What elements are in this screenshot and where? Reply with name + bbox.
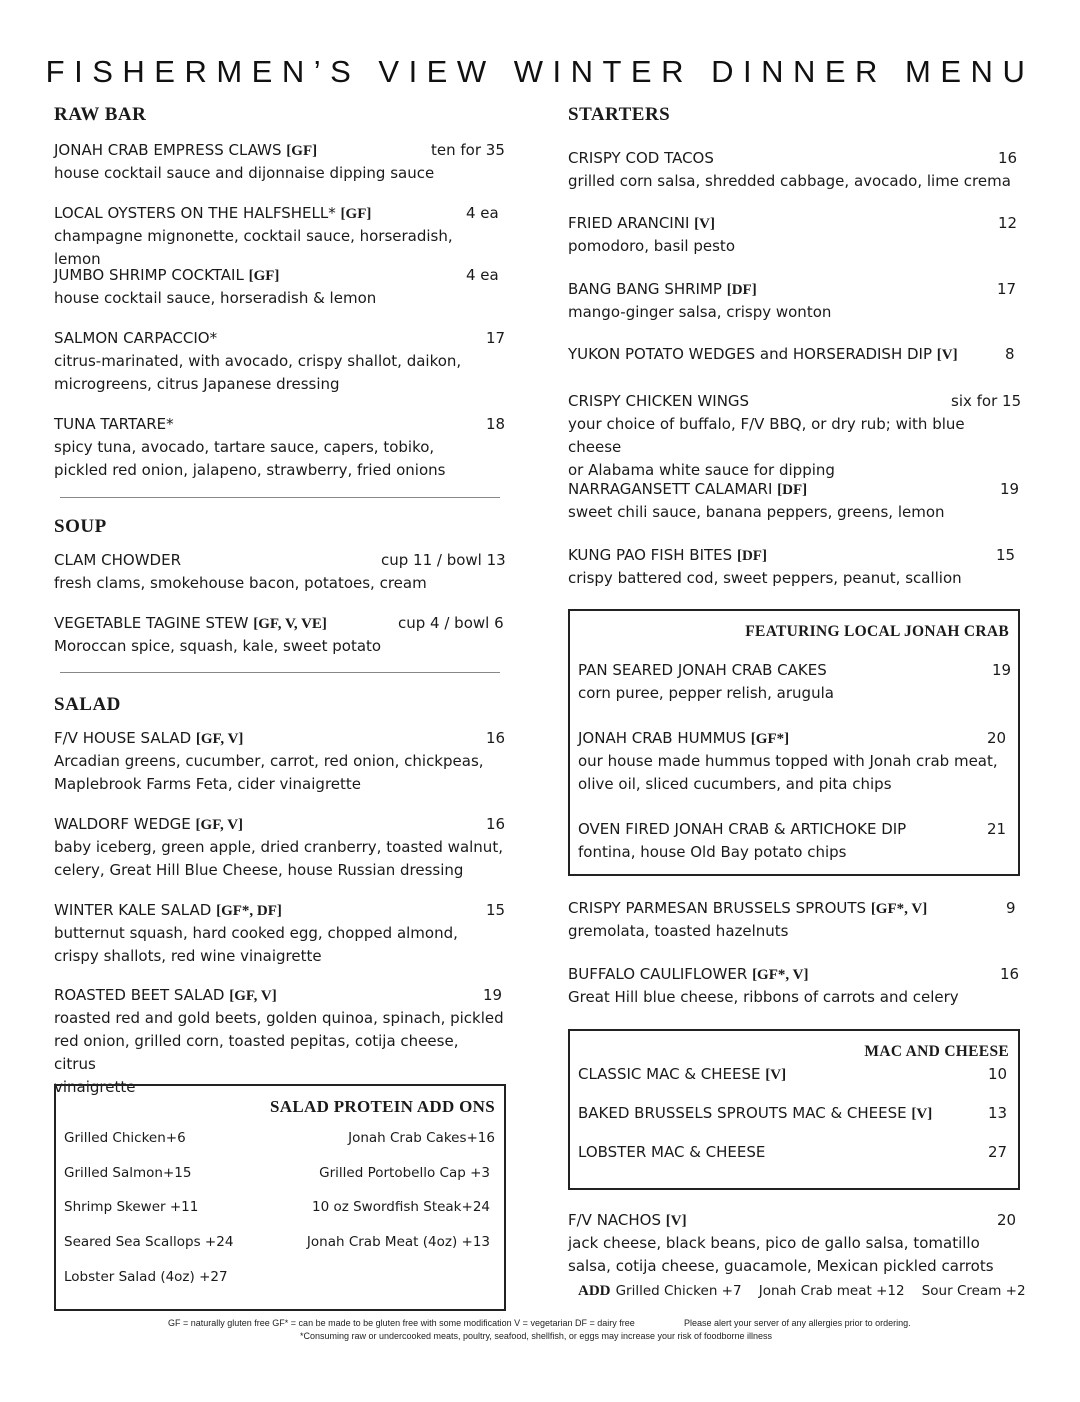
item-price: 10 <box>988 1065 1008 1083</box>
addon-item: Grilled Salmon+15 <box>64 1165 192 1181</box>
item-price: cup 11 / bowl 13 <box>381 551 506 569</box>
item-tags: [V] <box>911 1106 933 1122</box>
item-description: jack cheese, black beans, pico de gallo salsa, tomatillo <box>568 1234 980 1252</box>
item-name: JUMBO SHRIMP COCKTAIL <box>54 266 249 284</box>
addon-item: Jonah Crab Meat (4oz) +13 <box>306 1234 490 1250</box>
addon-item: 10 oz Swordfish Steak+24 <box>312 1199 490 1215</box>
item-price: six for 15 <box>951 392 1022 410</box>
menu-item <box>578 727 1010 796</box>
item-name: JONAH CRAB HUMMUS <box>578 729 751 747</box>
section-heading-starters: STARTERS <box>568 104 671 125</box>
item-tags: [GF] <box>248 268 280 284</box>
item-description: or Alabama white sauce for dipping <box>568 461 835 479</box>
item-name: KUNG PAO FISH BITES <box>568 546 737 564</box>
item-tags: [GF*] <box>750 731 790 747</box>
menu-item <box>54 264 504 310</box>
item-tags: [V] <box>694 216 715 232</box>
item-tags: [GF*, DF] <box>216 903 282 919</box>
item-price: 20 <box>987 729 1007 747</box>
item-price: 17 <box>997 280 1017 298</box>
salad-protein-addons-box <box>54 1084 506 1311</box>
item-price: 13 <box>988 1104 1008 1122</box>
menu-item <box>568 897 1018 943</box>
item-price: 12 <box>998 214 1018 232</box>
item-name: CLAM CHOWDER <box>54 551 181 569</box>
menu-item <box>54 202 504 271</box>
addon-item: Grilled Chicken+6 <box>64 1130 186 1146</box>
menu-item <box>568 478 1018 524</box>
section-heading-raw-bar: RAW BAR <box>54 104 147 125</box>
item-name: YUKON POTATO WEDGES and HORSERADISH DIP <box>568 345 937 363</box>
item-description: sweet chili sauce, banana peppers, greens, lemon <box>568 503 945 521</box>
item-tags: [GF, V] <box>195 731 244 747</box>
addon-item: Jonah Crab Cakes+16 <box>348 1130 495 1146</box>
menu-item <box>54 727 504 796</box>
item-name: CLASSIC MAC & CHEESE <box>578 1065 766 1083</box>
item-description: house cocktail sauce, horseradish & lemon <box>54 289 377 307</box>
menu-item <box>568 212 1018 258</box>
item-name: CRISPY COD TACOS <box>568 149 714 167</box>
item-tags: [GF] <box>286 143 318 159</box>
item-price: 18 <box>486 415 506 433</box>
item-price: 21 <box>987 820 1007 838</box>
item-tags: [GF*, V] <box>752 967 809 983</box>
menu-item <box>568 544 1018 590</box>
item-description: red onion, grilled corn, toasted pepitas, cotija cheese, citrus <box>54 1032 459 1073</box>
item-description: olive oil, sliced cucumbers, and pita chips <box>578 775 892 793</box>
item-description: vinaigrette <box>54 1078 136 1096</box>
box-heading: SALAD PROTEIN ADD ONS <box>270 1097 495 1116</box>
item-price: 15 <box>486 901 506 919</box>
item-description: roasted red and gold beets, golden quinoa, spinach, pickled <box>54 1009 504 1027</box>
item-tags: [V] <box>765 1067 787 1083</box>
item-name: CRISPY PARMESAN BRUSSELS SPROUTS <box>568 899 871 917</box>
item-price: 4 ea <box>466 266 499 284</box>
item-name: LOCAL OYSTERS ON THE HALFSHELL* <box>54 204 341 222</box>
menu-item <box>54 327 504 396</box>
item-name: NARRAGANSETT CALAMARI <box>568 480 778 498</box>
jonah-crab-feature-box <box>568 609 1020 876</box>
item-description: pickled red onion, jalapeno, strawberry, fried onions <box>54 461 446 479</box>
menu-item <box>578 1063 1010 1086</box>
item-price: 8 <box>1005 345 1015 363</box>
item-description: Great Hill blue cheese, ribbons of carrots and celery <box>568 988 959 1006</box>
section-heading-salad: SALAD <box>54 694 121 715</box>
item-description: grilled corn salsa, shredded cabbage, avocado, lime crema <box>568 172 1011 190</box>
item-price: cup 4 / bowl 6 <box>398 614 504 632</box>
addon-item: Shrimp Skewer +11 <box>64 1199 199 1215</box>
addon-item: Grilled Portobello Cap +3 <box>319 1165 490 1181</box>
item-name: TUNA TARTARE* <box>54 415 174 433</box>
item-price: 19 <box>992 661 1012 679</box>
item-description: corn puree, pepper relish, arugula <box>578 684 834 702</box>
allergy-notice: Please alert your server of any allergies prior to ordering. <box>684 1318 911 1328</box>
menu-item <box>54 813 504 882</box>
item-name: LOBSTER MAC & CHEESE <box>578 1143 766 1161</box>
item-name: ROASTED BEET SALAD <box>54 986 230 1004</box>
item-description: microgreens, citrus Japanese dressing <box>54 375 340 393</box>
item-description: spicy tuna, avocado, tartare sauce, capers, tobiko, <box>54 438 435 456</box>
item-tags: [GF*, V] <box>870 901 928 917</box>
item-description: gremolata, toasted hazelnuts <box>568 922 789 940</box>
menu-item <box>54 984 504 1099</box>
item-name: F/V NACHOS <box>568 1211 666 1229</box>
item-description: crispy shallots, red wine vinaigrette <box>54 947 322 965</box>
menu-item <box>54 612 504 658</box>
item-description: champagne mignonette, cocktail sauce, horseradish, lemon <box>54 227 453 268</box>
section-heading-soup: SOUP <box>54 516 107 537</box>
item-price: 16 <box>1000 965 1020 983</box>
item-price: 16 <box>486 729 506 747</box>
menu-item <box>568 278 1018 324</box>
item-description: Moroccan spice, squash, kale, sweet potato <box>54 637 382 655</box>
item-price: 9 <box>1006 899 1016 917</box>
menu-item <box>578 1102 1010 1125</box>
menu-item <box>54 139 504 185</box>
item-tags: [GF, V] <box>195 817 244 833</box>
box-heading: FEATURING LOCAL JONAH CRAB <box>745 623 1009 640</box>
menu-item <box>54 899 504 968</box>
item-price: 19 <box>483 986 503 1004</box>
item-description: salsa, cotija cheese, guacamole, Mexican pickled carrots <box>568 1257 994 1275</box>
item-price: 20 <box>997 1211 1017 1229</box>
item-name: BAKED BRUSSELS SPROUTS MAC & CHEESE <box>578 1104 912 1122</box>
item-tags: [GF, V] <box>229 988 277 1004</box>
add-label: ADD <box>578 1283 611 1299</box>
menu-item <box>578 1141 1010 1164</box>
add-items: Grilled Chicken +7 Jonah Crab meat +12 Sour Cream +2 <box>615 1283 1026 1299</box>
menu-item <box>568 343 1018 366</box>
menu-item <box>578 818 1010 864</box>
item-description: celery, Great Hill Blue Cheese, house Russian dressing <box>54 861 464 879</box>
menu-item-nachos <box>568 1209 1026 1303</box>
item-tags: [GF] <box>340 206 372 222</box>
menu-item <box>568 390 1022 482</box>
menu-item <box>568 147 1018 193</box>
item-price: 16 <box>486 815 506 833</box>
menu-item <box>54 549 504 595</box>
addon-item: Seared Sea Scallops +24 <box>64 1234 234 1250</box>
box-heading: MAC AND CHEESE <box>864 1043 1009 1060</box>
item-name: VEGETABLE TAGINE STEW <box>54 614 254 632</box>
item-tags: [V] <box>936 347 958 363</box>
item-description: fontina, house Old Bay potato chips <box>578 843 847 861</box>
item-description: our house made hummus topped with Jonah crab meat, <box>578 752 998 770</box>
item-name: CRISPY CHICKEN WINGS <box>568 392 750 410</box>
addon-item: Lobster Salad (4oz) +27 <box>64 1269 228 1285</box>
section-divider <box>60 497 500 498</box>
item-price: 16 <box>998 149 1018 167</box>
item-name: FRIED ARANCINI <box>568 214 695 232</box>
item-price: 15 <box>996 546 1016 564</box>
item-description: baby iceberg, green apple, dried cranberry, toasted walnut, <box>54 838 503 856</box>
item-tags: [DF] <box>777 482 808 498</box>
item-tags: [DF] <box>736 548 767 564</box>
item-tags: [V] <box>665 1213 687 1229</box>
item-description: citrus-marinated, with avocado, crispy shallot, daikon, <box>54 352 462 370</box>
item-name: OVEN FIRED JONAH CRAB & ARTICHOKE DIP <box>578 820 907 838</box>
item-tags: [GF, V, VE] <box>253 616 327 632</box>
item-description: your choice of buffalo, F/V BBQ, or dry rub; with blue cheese <box>568 415 965 456</box>
item-name: JONAH CRAB EMPRESS CLAWS <box>54 141 287 159</box>
menu-item <box>578 659 1010 705</box>
menu-title: FISHERMEN’S VIEW WINTER DINNER MENU <box>45 54 1035 89</box>
item-description: house cocktail sauce and dijonnaise dipping sauce <box>54 164 435 182</box>
item-price: ten for 35 <box>431 141 505 159</box>
item-name: F/V HOUSE SALAD <box>54 729 196 747</box>
item-name: SALMON CARPACCIO* <box>54 329 218 347</box>
item-description: Maplebrook Farms Feta, cider vinaigrette <box>54 775 361 793</box>
consumer-warning: *Consuming raw or undercooked meats, poultry, seafood, shellfish, or eggs may increase your risk of foodborne illness <box>299 1331 773 1341</box>
item-name: BANG BANG SHRIMP <box>568 280 727 298</box>
menu-item <box>54 413 504 482</box>
item-description: crispy battered cod, sweet peppers, peanut, scallion <box>568 569 962 587</box>
section-divider <box>60 672 500 673</box>
item-name: PAN SEARED JONAH CRAB CAKES <box>578 661 827 679</box>
item-description: pomodoro, basil pesto <box>568 237 735 255</box>
menu-item <box>568 963 1018 1009</box>
dietary-legend: GF = naturally gluten free GF* = can be made to be gluten free with some modification V = vegetarian DF = dairy free <box>168 1318 635 1328</box>
item-tags: [DF] <box>726 282 757 298</box>
item-price: 19 <box>1000 480 1020 498</box>
item-name: WINTER KALE SALAD <box>54 901 217 919</box>
item-description: mango-ginger salsa, crispy wonton <box>568 303 832 321</box>
nachos-add-ons <box>568 1278 1026 1303</box>
item-price: 27 <box>988 1143 1008 1161</box>
mac-and-cheese-box <box>568 1029 1020 1190</box>
item-name: BUFFALO CAULIFLOWER <box>568 965 753 983</box>
item-name: WALDORF WEDGE <box>54 815 196 833</box>
item-price: 4 ea <box>466 204 499 222</box>
item-description: butternut squash, hard cooked egg, chopped almond, <box>54 924 458 942</box>
item-description: fresh clams, smokehouse bacon, potatoes, cream <box>54 574 427 592</box>
item-price: 17 <box>486 329 506 347</box>
item-description: Arcadian greens, cucumber, carrot, red onion, chickpeas, <box>54 752 484 770</box>
